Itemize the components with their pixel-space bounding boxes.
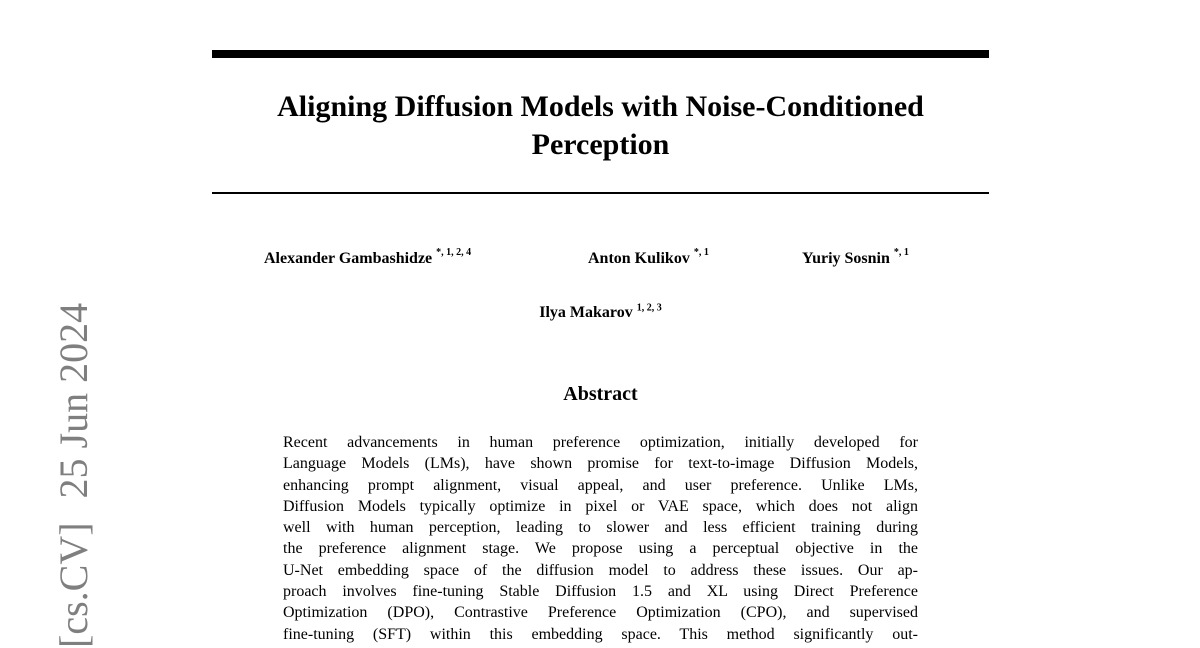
abstract-line: proach involves fine-tuning Stable Diffusion 1.5 and XL using Direct Preference (283, 583, 918, 601)
abstract-line: fine-tuning (SFT) within this embedding space. This method significantly out- (283, 625, 918, 643)
abstract-line: Recent advancements in human preference optimization, initially developed for (283, 434, 918, 451)
author-name: Ilya Makarov (539, 304, 633, 321)
author-name: Yuriy Sosnin (802, 250, 890, 267)
abstract-line: Diffusion Models typically optimize in pixel or VAE space, which does not align (283, 497, 918, 515)
paper-title (212, 88, 989, 164)
paper-title-line-2: Perception (531, 128, 670, 161)
author-affiliations: *, 1, 2, 4 (436, 246, 472, 258)
author-makarov (212, 302, 989, 324)
author-affiliations: *, 1 (693, 246, 709, 258)
author-affiliations: *, 1 (893, 246, 909, 258)
author-gambashidze (264, 248, 471, 270)
author-kulikov (588, 248, 709, 270)
abstract-body (283, 432, 918, 645)
abstract-line: enhancing prompt alignment, visual appeal, and user preference. Unlike LMs, (283, 476, 918, 494)
paper-title-line-1: Aligning Diffusion Models with Noise-Conditioned (277, 90, 924, 123)
abstract-line: Optimization (DPO), Contrastive Preference Optimization (CPO), and supervised (283, 604, 918, 622)
author-name: Alexander Gambashidze (264, 250, 433, 267)
arxiv-identifier-stamp (52, 303, 96, 648)
arxiv-category: [cs.CV] (51, 522, 96, 648)
author-name: Anton Kulikov (588, 250, 690, 267)
author-affiliations: 1, 2, 3 (636, 302, 662, 314)
title-top-rule (212, 50, 989, 58)
abstract-heading: Abstract (563, 383, 638, 405)
arxiv-date: 25 Jun 2024 (51, 302, 96, 499)
title-bottom-rule (212, 192, 989, 194)
abstract-line: U-Net embedding space of the diffusion model to address these issues. Our ap- (283, 561, 918, 579)
abstract-line: the preference alignment stage. We propose using a perceptual objective in the (283, 540, 918, 558)
abstract-line: well with human perception, leading to slower and less efficient training during (283, 519, 918, 537)
abstract-line: Language Models (LMs), have shown promise for text-to-image Diffusion Models, (283, 455, 918, 473)
author-sosnin (802, 248, 909, 270)
